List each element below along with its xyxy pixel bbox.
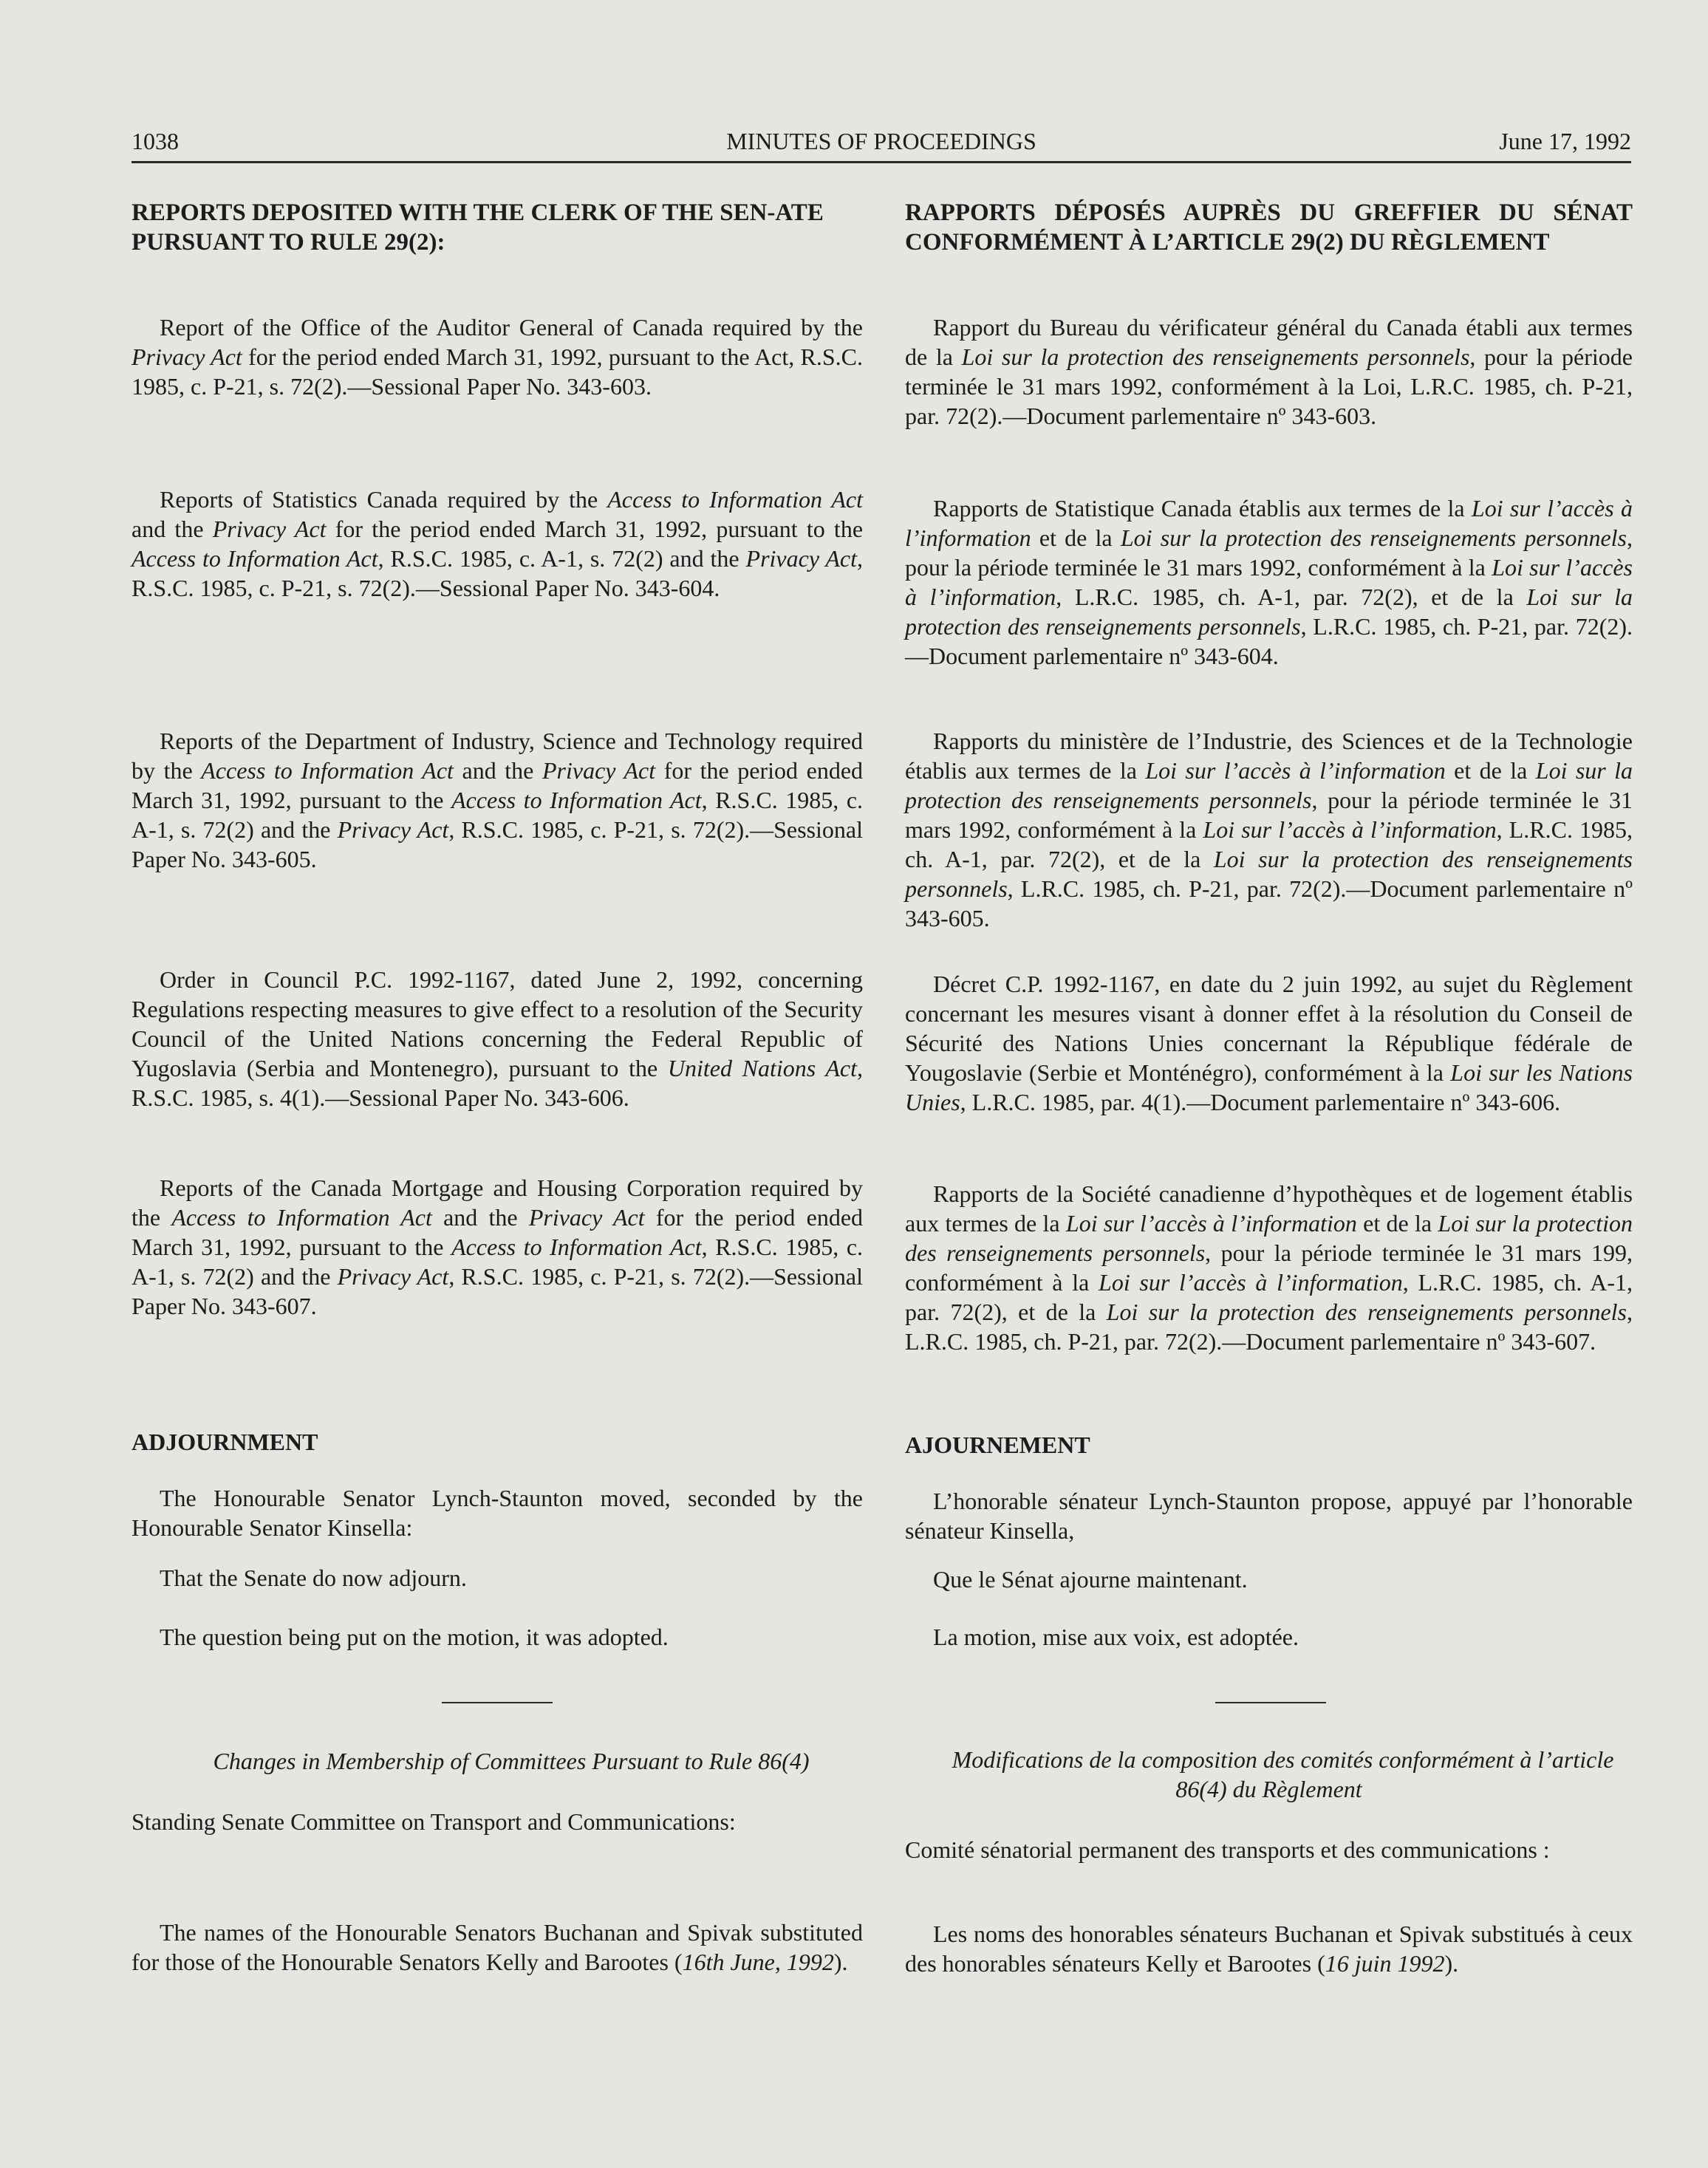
act-title-italic: Access to Information Act (131, 545, 378, 572)
text-segment: , R.S.C. 1985, c. P-21, s. 72(2).—Sessional Paper No. 343-607. (131, 1263, 864, 1319)
text-segment: Order in Council P.C. 1992-1167, dated June 2, 1992, concerning Regulations respecting measures to give effect to a resolution of the Security Council of the United Nations concerning the Federal Republic of Yugoslavia (Serbia and Montenegro), pursuant to the (131, 966, 863, 1081)
text-segment: , L.R.C. 1985, ch. P-21, par. 72(2).—Document parlementaire nº 343-605. (905, 875, 1633, 931)
text-segment: , L.R.C. 1985, ch. P-21, par. 72(2).—Document parlementaire nº 343-604. (905, 613, 1633, 669)
text-segment: Report of the Office of the Auditor General of Canada required by the (160, 314, 863, 341)
report-605-fr (905, 726, 1633, 933)
adjournment-that-fr: Que le Sénat ajourne maintenant. (933, 1566, 1248, 1593)
changes-heading: Changes in Membership of Committees Pursuant to Rule 86(4) (213, 1748, 810, 1774)
text-segment: ). (1444, 1950, 1459, 1977)
adjournment-heading: ADJOURNMENT (131, 1429, 318, 1455)
text-segment: , L.R.C. 1985, ch. A-1, par. 72(2), et de la (905, 1269, 1633, 1325)
text-segment: , R.S.C. 1985, c. P-21, s. 72(2).—Sessional Paper No. 343-605. (131, 816, 864, 872)
page-number: 1038 (131, 128, 179, 154)
act-title-italic: Access to Information Act (201, 757, 454, 784)
act-title-italic: Loi sur les Nations Unies (905, 1059, 1633, 1115)
report-607-fr (905, 1179, 1633, 1356)
act-title-italic: Access to Information Act (451, 787, 702, 813)
act-title-italic: Privacy Act (337, 816, 449, 843)
text-segment: , L.R.C. 1985, ch. P-21, par. 72(2).—Document parlementaire nº 343-607. (905, 1299, 1633, 1355)
act-title-italic: Loi sur la protection des renseignements personnels (961, 343, 1470, 370)
act-title-italic: 16th June, 1992 (682, 1949, 834, 1975)
text-segment: , L.R.C. 1985, par. 4(1).—Document parlementaire nº 343-606. (960, 1089, 1561, 1115)
committee-name: Standing Senate Committee on Transport and Communications: (131, 1808, 736, 1835)
text-segment: , R.S.C. 1985, c. A-1, s. 72(2) and the (131, 787, 864, 843)
act-title-italic: Loi sur l’accès à l’information (1065, 1210, 1357, 1237)
act-title-italic: United Nations Act (667, 1055, 858, 1081)
header-date: June 17, 1992 (1499, 128, 1631, 154)
text-segment: , R.S.C. 1985, c. P-21, s. 72(2).—Sessional Paper No. 343-604. (131, 545, 863, 601)
text-segment: , pour la période terminée le 31 mars 1992, conformément à la (905, 524, 1633, 581)
act-title-italic: Loi sur l’accès à l’information (1203, 816, 1497, 843)
adjournment-result-fr: La motion, mise aux voix, est adoptée. (933, 1624, 1299, 1650)
header-title: MINUTES OF PROCEEDINGS (726, 128, 1036, 154)
report-603-fr (905, 312, 1633, 431)
text-segment: Rapports de la Société canadienne d’hypothèques et de logement établis aux termes de la (905, 1180, 1633, 1237)
text-segment: and the (431, 1204, 529, 1231)
text-segment: and the (453, 757, 542, 784)
report-604 (131, 485, 863, 603)
text-segment: , pour la période terminée le 31 mars 199, conformément à la (905, 1239, 1633, 1296)
text-segment: Reports of the Canada Mortgage and Housing Corporation required by the (131, 1174, 863, 1231)
text-segment: et de la (1356, 1210, 1438, 1237)
text-segment: , R.S.C. 1985, c. A-1, s. 72(2) and the (131, 1234, 864, 1290)
text-segment: and the (131, 516, 213, 542)
text-segment: Rapports de Statistique Canada établis aux termes de la (933, 495, 1472, 522)
act-title-italic: Access to Information Act (451, 1234, 702, 1260)
running-header (131, 124, 1631, 163)
text-segment: The names of the Honourable Senators Buchanan and Spivak substituted for those of the Honourable Senators Kelly and Barootes ( (131, 1919, 863, 1975)
text-segment: , R.S.C. 1985, c. A-1, s. 72(2) and the (378, 545, 746, 572)
act-title-italic: Loi sur la protection des renseignements personnels (905, 757, 1633, 813)
adjournment-that: That the Senate do now adjourn. (160, 1565, 467, 1591)
text-segment: Les noms des honorables sénateurs Buchanan et Spivak substitués à ceux des honorables sénateurs Kelly et Barootes ( (905, 1921, 1633, 1977)
adjournment-result: The question being put on the motion, it was adopted. (160, 1624, 669, 1650)
section-divider (442, 1702, 553, 1703)
report-607 (131, 1173, 863, 1321)
text-segment: , pour la période terminée le 31 mars 1992, conformément à la (905, 787, 1633, 843)
text-segment: Rapports du ministère de l’Industrie, des Sciences et de la Technologie établis aux termes de la (905, 728, 1633, 784)
act-title-italic: Access to Information Act (171, 1204, 432, 1231)
act-title-italic: Loi sur l’accès à l’information (1145, 757, 1446, 784)
substitution-notice (131, 1918, 863, 1977)
text-segment: , L.R.C. 1985, ch. A-1, par. 72(2), et de la (1056, 584, 1527, 610)
adjournment-motion: The Honourable Senator Lynch-Staunton moved, seconded by the Honourable Senator Kinsella: (131, 1485, 863, 1541)
text-segment: for the period ended March 31, 1992, pursuant to the (131, 757, 864, 813)
act-title-italic: Loi sur la protection des renseignements personnels (905, 1210, 1633, 1266)
adjournment-heading-fr: AJOURNEMENT (905, 1432, 1090, 1458)
text-segment: Reports of Statistics Canada required by the (160, 486, 608, 513)
adjournment-motion-fr: L’honorable sénateur Lynch-Staunton propose, appuyé par l’honorable sénateur Kinsella, (905, 1488, 1633, 1544)
report-606 (131, 965, 863, 1112)
text-segment: Décret C.P. 1992-1167, en date du 2 juin 1992, au sujet du Règlement concernant les mesures visant à donner effet à la résolution du Conseil de Sécurité des Nations Unies concernant la République fédérale de Yougoslavie (Serbie et Monténégro), conformément à la (905, 971, 1633, 1086)
text-segment: ). (833, 1949, 848, 1975)
text-segment: et de la (1445, 757, 1536, 784)
act-title-italic: Privacy Act (212, 516, 327, 542)
changes-heading-fr: Modifications de la composition des comités conformément à l’article 86(4) du Règlement (952, 1746, 1614, 1802)
report-606-fr (905, 969, 1633, 1117)
text-segment: Reports of the Department of Industry, Science and Technology required by the (131, 728, 863, 784)
reports-heading: REPORTS DEPOSITED WITH THE CLERK OF THE SEN-ATE PURSUANT TO RULE 29(2): (131, 199, 824, 256)
act-title-italic: Loi sur l’accès à l’information (905, 554, 1633, 610)
text-segment: , pour la période terminée le 31 mars 1992, conformément à la Loi, L.R.C. 1985, ch. P-21, par. 72(2).—Document parlementaire nº 343-603. (905, 343, 1633, 429)
act-title-italic: Privacy Act (542, 757, 656, 784)
act-title-italic: Loi sur la protection des renseignements personnels (905, 584, 1633, 640)
act-title-italic: Access to Information Act (607, 486, 864, 513)
committee-name-fr: Comité sénatorial permanent des transports et des communications : (905, 1836, 1550, 1863)
text-segment: Rapport du Bureau du vérificateur général du Canada établi aux termes de la (905, 314, 1633, 370)
report-605 (131, 726, 863, 874)
act-title-italic: Privacy Act (745, 545, 857, 572)
text-segment: for the period ended March 31, 1992, pursuant to the Act, R.S.C. 1985, c. P-21, s. 72(2).—Sessional Paper No. 343-603. (131, 343, 863, 400)
report-603 (131, 312, 863, 401)
act-title-italic: Loi sur la protection des renseignements personnels (905, 846, 1633, 902)
act-title-italic: Privacy Act (337, 1263, 449, 1290)
reports-heading-fr: RAPPORTS DÉPOSÉS AUPRÈS DU GREFFIER DU SÉNAT CONFORMÉMENT À L’ARTICLE 29(2) DU RÈGLEMENT (905, 199, 1633, 256)
act-title-italic: Loi sur la protection des renseignements personnels (1106, 1299, 1627, 1325)
act-title-italic: Privacy Act (528, 1204, 645, 1231)
text-segment: for the period ended March 31, 1992, pursuant to the (131, 1204, 864, 1260)
act-title-italic: Privacy Act (131, 343, 242, 370)
act-title-italic: Loi sur la protection des renseignements personnels (1120, 524, 1627, 551)
text-segment: , L.R.C. 1985, ch. A-1, par. 72(2), et de la (905, 816, 1633, 872)
report-604-fr (905, 493, 1633, 671)
section-divider-fr (1215, 1702, 1326, 1703)
substitution-notice-fr (905, 1919, 1633, 1978)
text-segment: for the period ended March 31, 1992, pursuant to the (326, 516, 864, 542)
act-title-italic: Loi sur l’accès à l’information (905, 495, 1633, 551)
act-title-italic: Loi sur l’accès à l’information (1099, 1269, 1403, 1296)
text-segment: , R.S.C. 1985, s. 4(1).—Sessional Paper No. 343-606. (131, 1055, 864, 1111)
act-title-italic: 16 juin 1992 (1325, 1950, 1445, 1977)
text-segment: et de la (1031, 524, 1121, 551)
